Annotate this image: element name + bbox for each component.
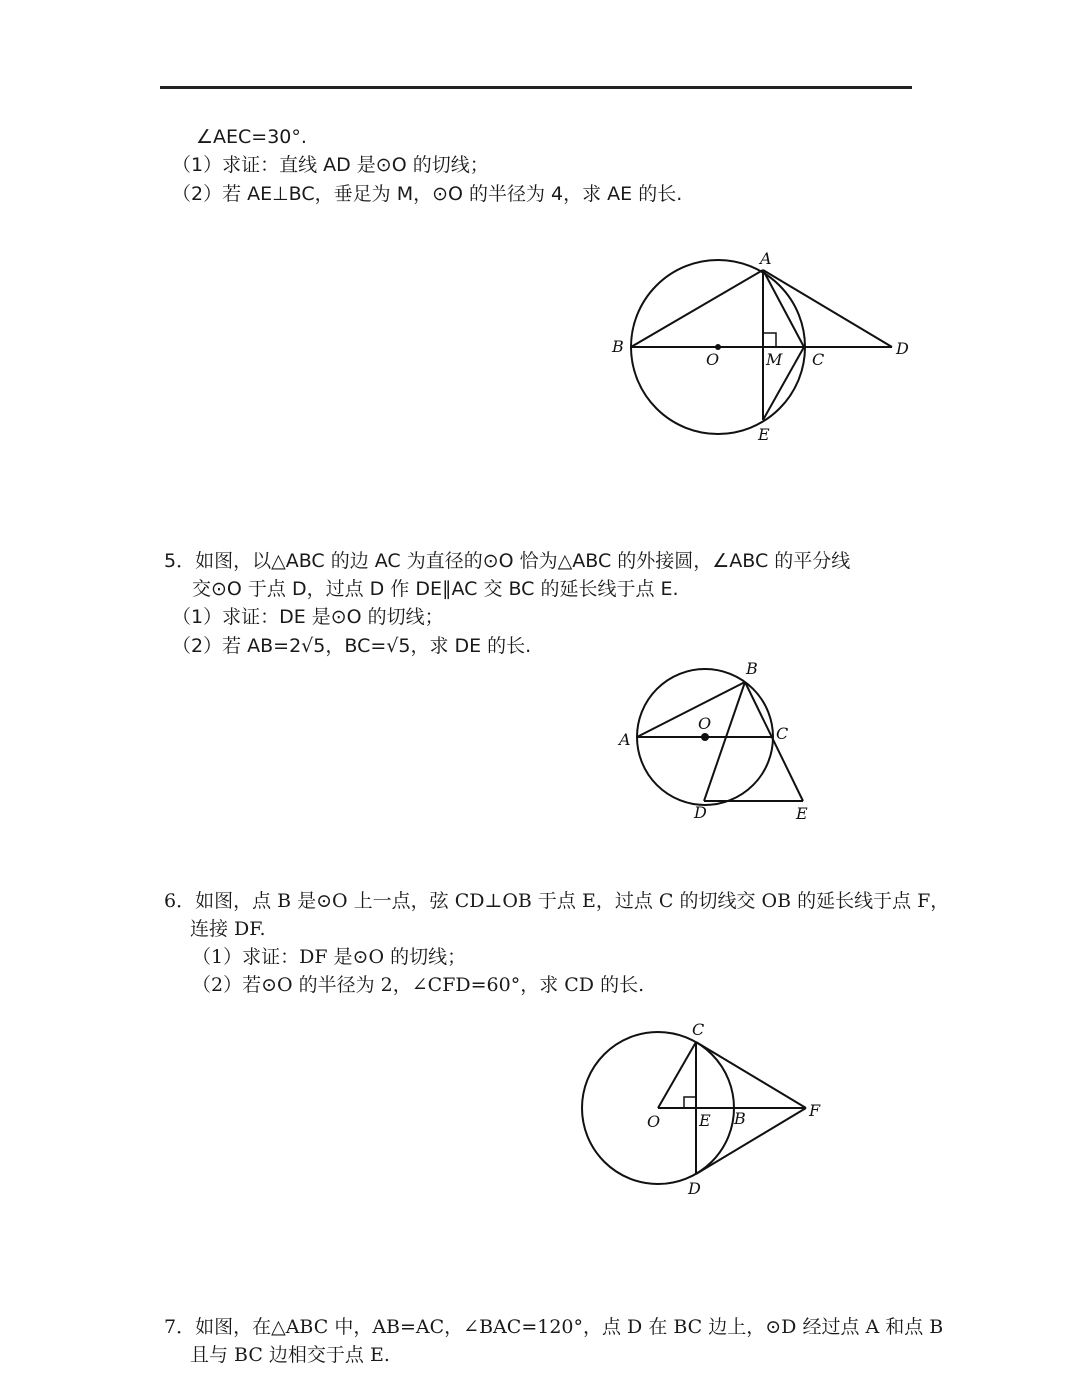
q6-right-angle-mark	[684, 1097, 696, 1108]
q5-part-2: （2）若 AB=2√5，BC=√5，求 DE 的长.	[172, 635, 532, 657]
q4-label-a: A	[760, 249, 772, 268]
q5-line-1: 5．如图，以△ABC 的边 AC 为直径的⊙O 恰为△ABC 的外接圆，∠ABC 的平分线	[164, 550, 851, 572]
q5-part-1: （1）求证：DE 是⊙O 的切线；	[172, 606, 444, 628]
q6-label-c: C	[692, 1020, 705, 1039]
q4-line-1: ∠AEC=30°.	[196, 126, 307, 148]
q6-line-oc	[658, 1042, 696, 1108]
q6-label-e: E	[699, 1111, 711, 1130]
q5-label-d: D	[694, 803, 707, 822]
q6-line-cf	[696, 1042, 806, 1108]
q4-label-m: M	[766, 350, 783, 369]
q7-line-2: 且与 BC 边相交于点 E.	[190, 1344, 390, 1366]
q4-label-e: E	[758, 425, 770, 444]
q6-line-df	[696, 1108, 806, 1174]
q4-label-d: D	[896, 339, 909, 358]
q6-label-f: F	[809, 1101, 821, 1120]
q5-label-o: O	[698, 714, 712, 733]
q4-label-o: O	[706, 350, 720, 369]
q5-line-2: 交⊙O 于点 D，过点 D 作 DE∥AC 交 BC 的延长线于点 E.	[192, 578, 679, 600]
q6-part-2: （2）若⊙O 的半径为 2，∠CFD=60°，求 CD 的长.	[192, 974, 645, 996]
q6-label-d: D	[688, 1179, 701, 1198]
q6-part-1: （1）求证：DF 是⊙O 的切线；	[192, 946, 467, 968]
q5-label-c: C	[776, 724, 789, 743]
q5-label-a: A	[619, 730, 631, 749]
q5-label-b: B	[746, 659, 758, 678]
q5-label-e: E	[796, 804, 808, 823]
q4-part-2: （2）若 AE⊥BC，垂足为 M，⊙O 的半径为 4，求 AE 的长.	[172, 183, 683, 205]
q7-line-1: 7．如图，在△ABC 中，AB=AC，∠BAC=120°，点 D 在 BC 边上，⊙D 经过点 A 和点 B	[164, 1316, 944, 1338]
q6-line-2: 连接 DF.	[190, 918, 266, 940]
q6-line-1: 6．如图，点 B 是⊙O 上一点，弦 CD⊥OB 于点 E，过点 C 的切线交 OB 的延长线于点 F，	[164, 890, 950, 912]
q4-part-1: （1）求证：直线 AD 是⊙O 的切线；	[172, 154, 489, 176]
q6-label-b: B	[734, 1109, 746, 1128]
q4-label-b: B	[612, 337, 624, 356]
q4-label-c: C	[812, 350, 825, 369]
q6-label-o: O	[647, 1112, 661, 1131]
